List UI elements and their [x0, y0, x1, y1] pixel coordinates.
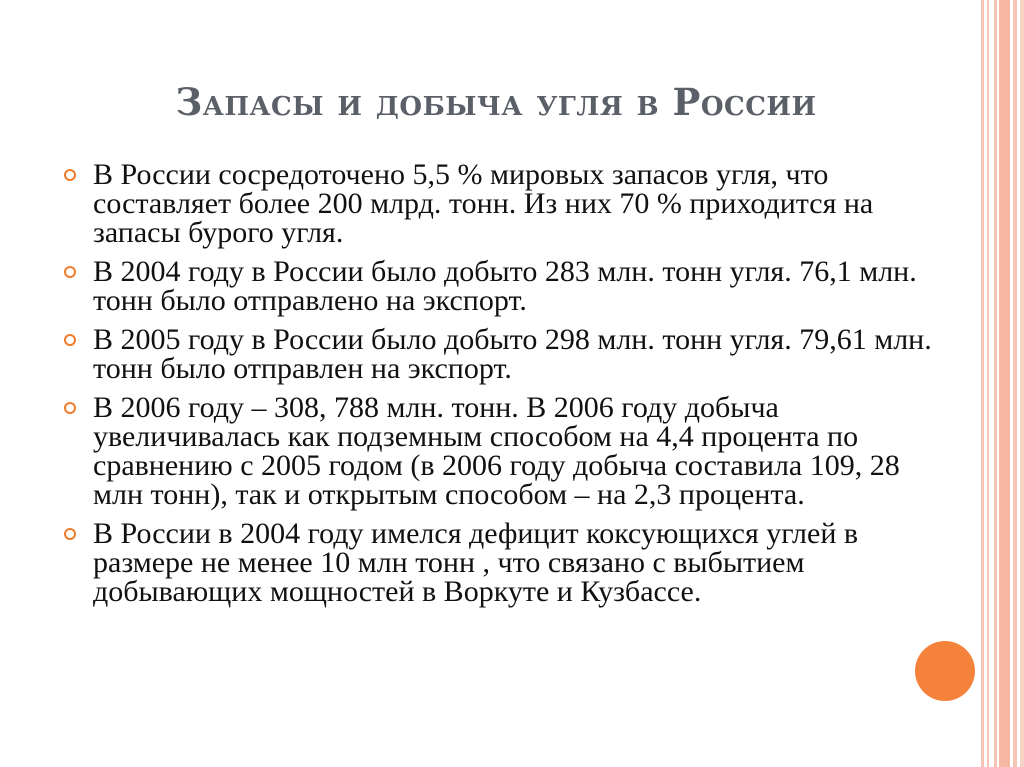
bullet-text: В России сосредоточено 5,5 % мировых запасов угля, что составляет более 200 млрд. тонн. Из них 70 % приходится на запасы бурого угля.	[93, 158, 874, 249]
stripe	[999, 0, 1010, 767]
ring-bullet-icon	[64, 266, 76, 278]
decorative-circle-icon	[915, 641, 975, 701]
bullet-text: В 2004 году в России было добыто 283 млн. тонн угля. 76,1 млн. тонн было отправлено на экспорт.	[93, 255, 917, 317]
stripe	[1013, 0, 1017, 767]
bullet-text: В 2006 году – 308, 788 млн. тонн. В 2006 году добыча увеличивалась как подземным способом на 4,4 процента по сравнению с 2005 годом (в 2006 году добыча составила 109, 28 млн тонн), так и открытым способом – на 2,3 процента.	[93, 391, 900, 511]
bullet-item	[62, 325, 942, 383]
bullet-item	[62, 393, 942, 509]
bullet-item	[62, 160, 942, 247]
ring-bullet-icon	[64, 169, 76, 181]
ring-bullet-icon	[64, 334, 76, 346]
bullet-item	[62, 257, 942, 315]
bullet-text: В 2005 году в России было добыто 298 млн. тонн угля. 79,61 млн. тонн было отправлен на экспорт.	[93, 323, 932, 385]
slide-title: Запасы и добыча угля в России	[175, 80, 817, 124]
stripe	[1020, 0, 1024, 767]
bullet-item	[62, 519, 942, 606]
stripe	[994, 0, 997, 767]
bullet-text: В России в 2004 году имелся дефицит коксующихся углей в размере не менее 10 млн тонн , что связано с выбытием добывающих мощностей в Воркуте и Кузбассе.	[93, 517, 859, 608]
ring-bullet-icon	[64, 528, 76, 540]
bullet-list	[62, 160, 942, 616]
ring-bullet-icon	[64, 402, 76, 414]
